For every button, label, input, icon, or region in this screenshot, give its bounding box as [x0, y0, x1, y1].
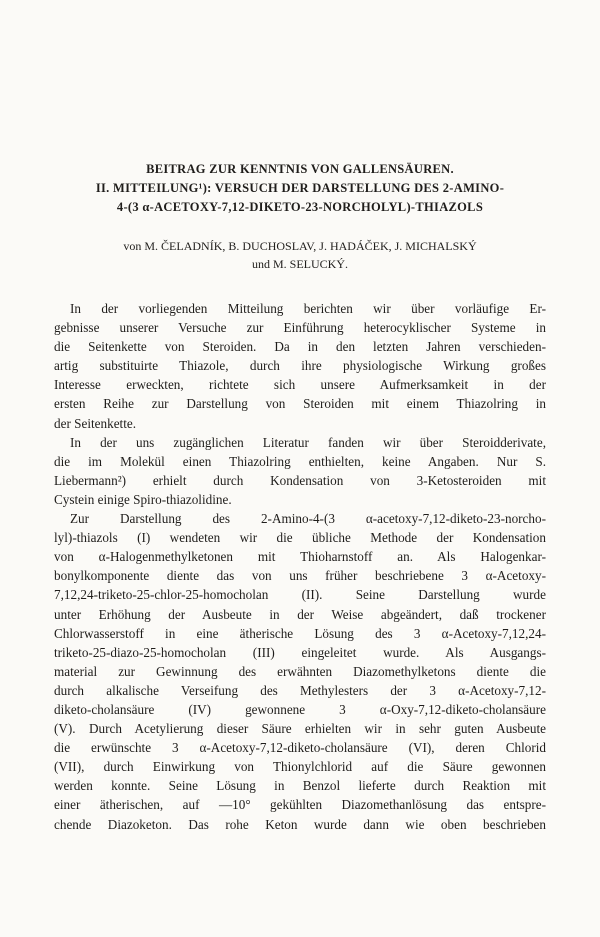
text-line: Liebermann²) erhielt durch Kondensation von 3-Ketosteroiden mit [54, 472, 546, 488]
title-line: II. MITTEILUNG¹): VERSUCH DER DARSTELLUNG DES 2-AMINO- [95, 181, 505, 195]
text-line: bonylkomponente diente das von uns früher beschriebene 3 α-Acetoxy- [54, 568, 546, 584]
text-line: artig substituirte Thiazole, durch ihre physiologische Wirkung großes [54, 358, 546, 374]
text-line: lyl)-thiazols (I) wendeten wir die übliche Methode der Kondensation [54, 530, 546, 546]
title-line: BEITRAG ZUR KENNTNIS VON GALLENSÄUREN. [146, 162, 454, 176]
text-line: 7,12,24-triketo-25-chlor-25-homocholan (II). Seine Darstellung wurde [54, 587, 546, 603]
text-line: diketo-cholansäure (IV) gewonnene 3 α-Oxy-7,12-diketo-cholansäure [54, 701, 546, 717]
text-line: die Seitenkette von Steroiden. Da in den letzten Jahren verschieden- [54, 339, 546, 355]
text-line: werden konnte. Seine Lösung in Benzol lieferte durch Reaktion mit [54, 778, 546, 794]
text-line: In der vorliegenden Mitteilung berichten wir über vorläufige Er- [70, 301, 546, 316]
text-line: die erwünschte 3 α-Acetoxy-7,12-diketo-cholansäure (VI), deren Chlorid [54, 740, 546, 756]
text-line: Cystein einige Spiro-thiazolidine. [54, 491, 232, 507]
text-line: durch alkalische Verseifung des Methylesters der 3 α-Acetoxy-7,12- [54, 682, 546, 698]
paragraph [54, 299, 546, 433]
text-line: (V). Durch Acetylierung dieser Säure erhielten wir in sehr guten Ausbeute [54, 721, 546, 737]
author-list [50, 237, 550, 273]
text-line: chende Diazoketon. Das rohe Keton wurde dann wie oben beschrieben [54, 816, 546, 832]
author-line: und M. SELUCKÝ. [251, 257, 348, 271]
article-title [60, 160, 540, 217]
text-line: Interesse erweckten, richtete sich unsere Aufmerksamkeit in der [54, 377, 546, 393]
text-line: von α-Halogenmethylketonen mit Thioharnstoff an. Als Halogenkar- [54, 549, 546, 565]
paragraph [54, 509, 546, 834]
text-line: material zur Gewinnung des erwähnten Diazomethylketons diente die [54, 663, 546, 679]
title-line: 4-(3 α-ACETOXY-7,12-DIKETO-23-NORCHOLYL)-THIAZOLS [116, 200, 484, 214]
body-text [54, 299, 546, 834]
text-line: Zur Darstellung des 2-Amino-4-(3 α-acetoxy-7,12-diketo-23-norcho- [70, 511, 546, 527]
text-line: Chlorwasserstoff in eine ätherische Lösung des 3 α-Acetoxy-7,12,24- [54, 625, 546, 641]
text-line: unter Erhöhung der Ausbeute in der Weise abgeändert, daß trockener [54, 606, 546, 622]
text-line: In der uns zugänglichen Literatur fanden wir über Steroidderivate, [70, 434, 546, 450]
text-line: der Seitenkette. [54, 415, 137, 431]
text-line: (VII), durch Einwirkung von Thionylchlorid auf die Säure gewonnen [54, 759, 546, 775]
text-line: einer ätherischen, auf —10° gekühlten Diazomethanlösung das entspre- [54, 797, 546, 813]
author-line: von M. ČELADNÍK, B. DUCHOSLAV, J. HADÁČEK, J. MICHALSKÝ [123, 239, 477, 253]
paragraph [54, 433, 546, 509]
text-line: die im Molekül einen Thiazolring enthielten, keine Angaben. Nur S. [54, 453, 546, 469]
text-line: triketo-25-diazo-25-homocholan (III) eingeleitet wurde. Als Ausgangs- [54, 644, 546, 660]
text-line: gebnisse unserer Versuche zur Einführung heterocyklischer Systeme in [54, 320, 546, 336]
text-line: ersten Reihe zur Darstellung von Steroiden mit einem Thiazolring in [54, 396, 546, 412]
